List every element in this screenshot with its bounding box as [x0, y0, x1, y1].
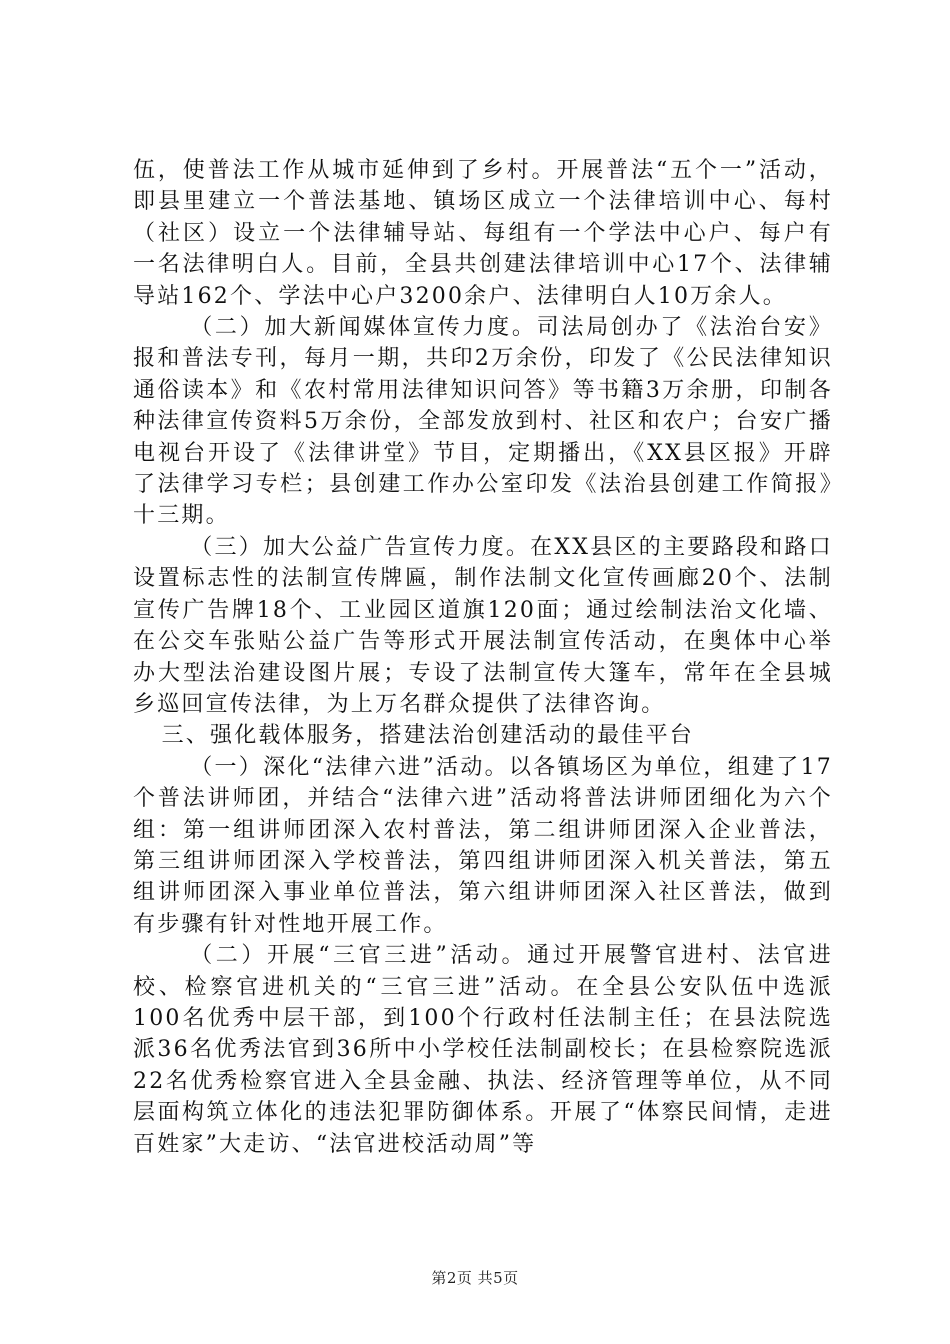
section-heading-three: 三、强化载体服务，搭建法治创建活动的最佳平台: [161, 723, 694, 749]
paragraph-law-six-entries: （一）深化“法律六进”活动。以各镇场区为单位，组建了17个普法讲师团，并结合“法律六进”活动将普法讲师团细化为六个组：第一组讲师团深入农村普法，第二组讲师团深入企业普法，第三组讲师团深入学校普法，第四组讲师团深入机关普法，第五组讲师团深入事业单位普法，第六组讲师团深入社区普法，做到有步骤有针对性地开展工作。: [133, 754, 833, 937]
document-body: [133, 155, 833, 1160]
paragraph-three-officials: （二）开展“三官三进”活动。通过开展警官进村、法官进校、检察官进机关的“三官三进”活动。在全县公安队伍中选派100名优秀中层干部，到100个行政村任法制主任；在县法院选派36名优秀法官到36所中小学校任法制副校长；在县检察院选派22名优秀检察官进入全县金融、执法、经济管理等单位，从不同层面构筑立体化的违法犯罪防御体系。开展了“体察民间情，走进百姓家”大走访、“法官进校活动周”等: [133, 943, 833, 1157]
page-number-footer: 第2页 共5页: [431, 1269, 519, 1287]
paragraph-continuation: 伍，使普法工作从城市延伸到了乡村。开展普法“五个一”活动，即县里建立一个普法基地、镇场区成立一个法律培训中心、每村（社区）设立一个法律辅导站、每组有一个学法中心户、每户有一名法律明白人。目前，全县共创建法律培训中心17个、法律辅导站162个、学法中心户3200余户、法律明白人10万余人。: [133, 158, 833, 309]
paragraph-public-ads: （三）加大公益广告宣传力度。在XX县区的主要路段和路口设置标志性的法制宣传牌匾，制作法制文化宣传画廊20个、法制宣传广告牌18个、工业园区道旗120面；通过绘制法治文化墙、在公交车张贴公益广告等形式开展法制宣传活动，在奥体中心举办大型法治建设图片展；专设了法制宣传大篷车，常年在全县城乡巡回宣传法律，为上万名群众提供了法律咨询。: [133, 534, 833, 717]
paragraph-media-publicity: （二）加大新闻媒体宣传力度。司法局创办了《法治台安》报和普法专刊，每月一期，共印2万余份，印发了《公民法律知识通俗读本》和《农村常用法律知识问答》等书籍3万余册，印制各种法律宣传资料5万余份，全部发放到村、社区和农户；台安广播电视台开设了《法律讲堂》节目，定期播出，《XX县区报》开辟了法律学习专栏；县创建工作办公室印发《法治县创建工作简报》十三期。: [133, 315, 833, 529]
